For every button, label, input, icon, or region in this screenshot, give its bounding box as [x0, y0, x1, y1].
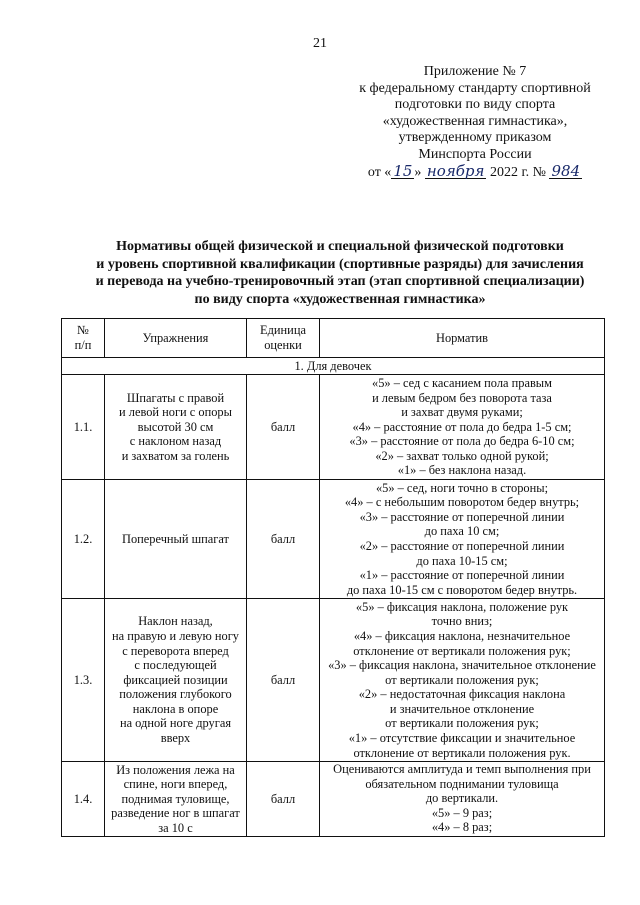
table-row [62, 375, 605, 480]
title-line: по виду спорта «художественная гимнастика» [194, 291, 486, 307]
exercise-cell: Наклон назад, на правую и левую ногу с переворота вперед с последующей фиксацией позиции положения глубокого наклона в опоре на одной ноге другая вверх [105, 599, 247, 762]
norm-cell: «5» – фиксация наклона, положение рук точно вниз; «4» – фиксация наклона, незначительное отклонение от вертикали положения рук; «3» – фиксация наклона, значительное отклонение от вертикали положения рук; «2» – недостаточная фиксация наклона и значительное отклонение от вертикали положения рук; «1» – отсутствие фиксации и значительное отклонение от вертикали положения рук. [320, 599, 605, 762]
title-line: Нормативы общей физической и специальной физической подготовки [116, 239, 564, 254]
handwritten-month: ноября [426, 161, 485, 180]
appendix-line: утвержденному приказом [398, 130, 552, 146]
appendix-line: Минспорта России [418, 146, 532, 162]
section-title: 1. Для девочек [62, 358, 605, 375]
norm-cell: Оцениваются амплитуда и темп выполнения при обязательном поднимании туловища до вертикали. «5» – 9 раз; «4» – 8 раз; [320, 762, 605, 837]
row-number: 1.3. [62, 599, 105, 762]
exercise-cell: Шпагаты с правой и левой ноги с опоры высотой 30 см с наклоном назад и захватом за голень [105, 375, 247, 480]
header-number: № п/п [62, 319, 105, 358]
exercise-cell: Из положения лежа на спине, ноги вперед, поднимая туловище, разведение ног в шпагат за 10 с [105, 762, 247, 837]
table-row [62, 762, 605, 837]
appendix-line: к федеральному стандарту спортивной [359, 80, 591, 96]
appendix-line: Приложение № 7 [423, 64, 527, 79]
document-title [60, 238, 620, 308]
row-number: 1.4. [62, 762, 105, 837]
table-row [62, 480, 605, 599]
page-number: 21 [313, 36, 327, 51]
norms-table [61, 318, 605, 837]
row-number: 1.2. [62, 480, 105, 599]
date-year: 2022 г. № [489, 164, 546, 180]
table-row [62, 599, 605, 762]
header-norm: Норматив [320, 319, 605, 358]
appendix-line: подготовки по виду спорта [394, 97, 556, 113]
norm-cell: «5» – сед с касанием пола правым и левым бедром без поворота таза и захват двумя руками; «4» – расстояние от пола до бедра 1-5 см; «3» – расстояние от пола до бедра 6-10 см; «2» – захват только одной рукой; «1» – без наклона назад. [320, 375, 605, 480]
table-header-row [62, 319, 605, 358]
exercise-cell: Поперечный шпагат [105, 480, 247, 599]
row-number: 1.1. [62, 375, 105, 480]
unit-cell: балл [247, 762, 320, 837]
appendix-line: «художественная гимнастика», [382, 113, 568, 129]
header-unit: Единица оценки [247, 319, 320, 358]
date-prefix: от « [367, 164, 392, 180]
handwritten-order-number: 984 [551, 161, 581, 180]
unit-cell: балл [247, 375, 320, 480]
appendix-block [330, 64, 620, 181]
order-date-line [330, 161, 620, 182]
date-mid: » [414, 164, 422, 180]
header-exercise: Упражнения [105, 319, 247, 358]
handwritten-day: 15 [393, 161, 413, 180]
title-line: и уровень спортивной квалификации (спортивные разряды) для зачисления [96, 256, 584, 272]
title-line: и перевода на учебно-тренировочный этап (этап спортивной специализации) [95, 274, 585, 289]
unit-cell: балл [247, 480, 320, 599]
section-row [62, 358, 605, 375]
norm-cell: «5» – сед, ноги точно в стороны; «4» – с небольшим поворотом бедер внутрь; «3» – расстояние от поперечной линии до паха 10 см; «2» – расстояние от поперечной линии до паха 10-15 см; «1» – расстояние от поперечной линии до паха 10-15 см с поворотом бедер внутрь. [320, 480, 605, 599]
unit-cell: балл [247, 599, 320, 762]
